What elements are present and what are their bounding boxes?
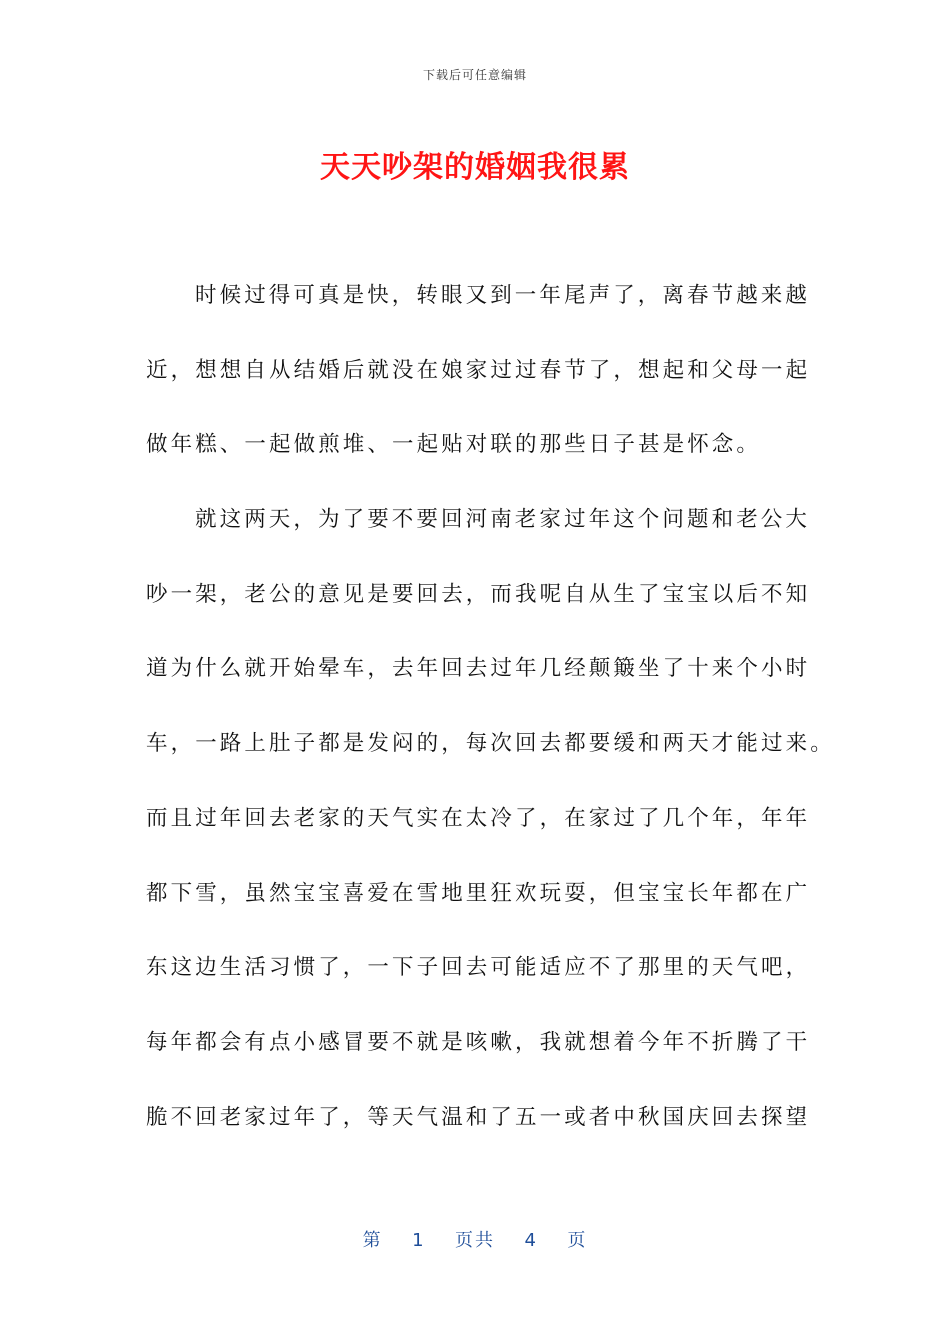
paragraph-2-line-3: 道为什么就开始晕车，去年回去过年几经颠簸坐了十来个小时 bbox=[146, 656, 811, 682]
current-page-number: 1 bbox=[412, 1230, 426, 1251]
page-middle: 页共 bbox=[455, 1230, 495, 1251]
page-prefix: 第 bbox=[362, 1230, 383, 1251]
paragraph-2-line-9: 脆不回老家过年了，等天气温和了五一或者中秋国庆回去探望 bbox=[146, 1104, 811, 1130]
paragraph-1-line-3: 做年糕、一起做煎堆、一起贴对联的那些日子甚是怀念。 bbox=[146, 432, 762, 458]
paragraph-2-line-2: 吵一架，老公的意见是要回去，而我呢自从生了宝宝以后不知 bbox=[146, 581, 811, 607]
paragraph-1-line-2: 近，想想自从结婚后就没在娘家过过春节了，想起和父母一起 bbox=[146, 357, 811, 383]
header-note: 下载后可任意编辑 bbox=[422, 68, 527, 82]
page-suffix: 页 bbox=[567, 1230, 588, 1251]
document-title: 天天吵架的婚姻我很累 bbox=[320, 150, 630, 185]
document-body bbox=[146, 265, 835, 1161]
paragraph-2-line-4: 车，一路上肚子都是发闷的，每次回去都要缓和两天才能过来。 bbox=[146, 731, 835, 757]
paragraph-2-line-5: 而且过年回去老家的天气实在太冷了，在家过了几个年，年年 bbox=[146, 805, 811, 831]
paragraph-2-line-6: 都下雪，虽然宝宝喜爱在雪地里狂欢玩耍，但宝宝长年都在广 bbox=[146, 880, 811, 906]
page-footer bbox=[0, 1226, 950, 1252]
paragraph-2-line-8: 每年都会有点小感冒要不就是咳嗽，我就想着今年不折腾了干 bbox=[146, 1029, 811, 1055]
total-pages-number: 4 bbox=[524, 1230, 538, 1251]
paragraph-2-line-7: 东这边生活习惯了，一下子回去可能适应不了那里的天气吧， bbox=[146, 955, 811, 981]
paragraph-2-line-1: 就这两天，为了要不要回河南老家过年这个问题和老公大 bbox=[195, 507, 811, 533]
paragraph-1-line-1: 时候过得可真是快，转眼又到一年尾声了，离春节越来越 bbox=[195, 283, 811, 308]
